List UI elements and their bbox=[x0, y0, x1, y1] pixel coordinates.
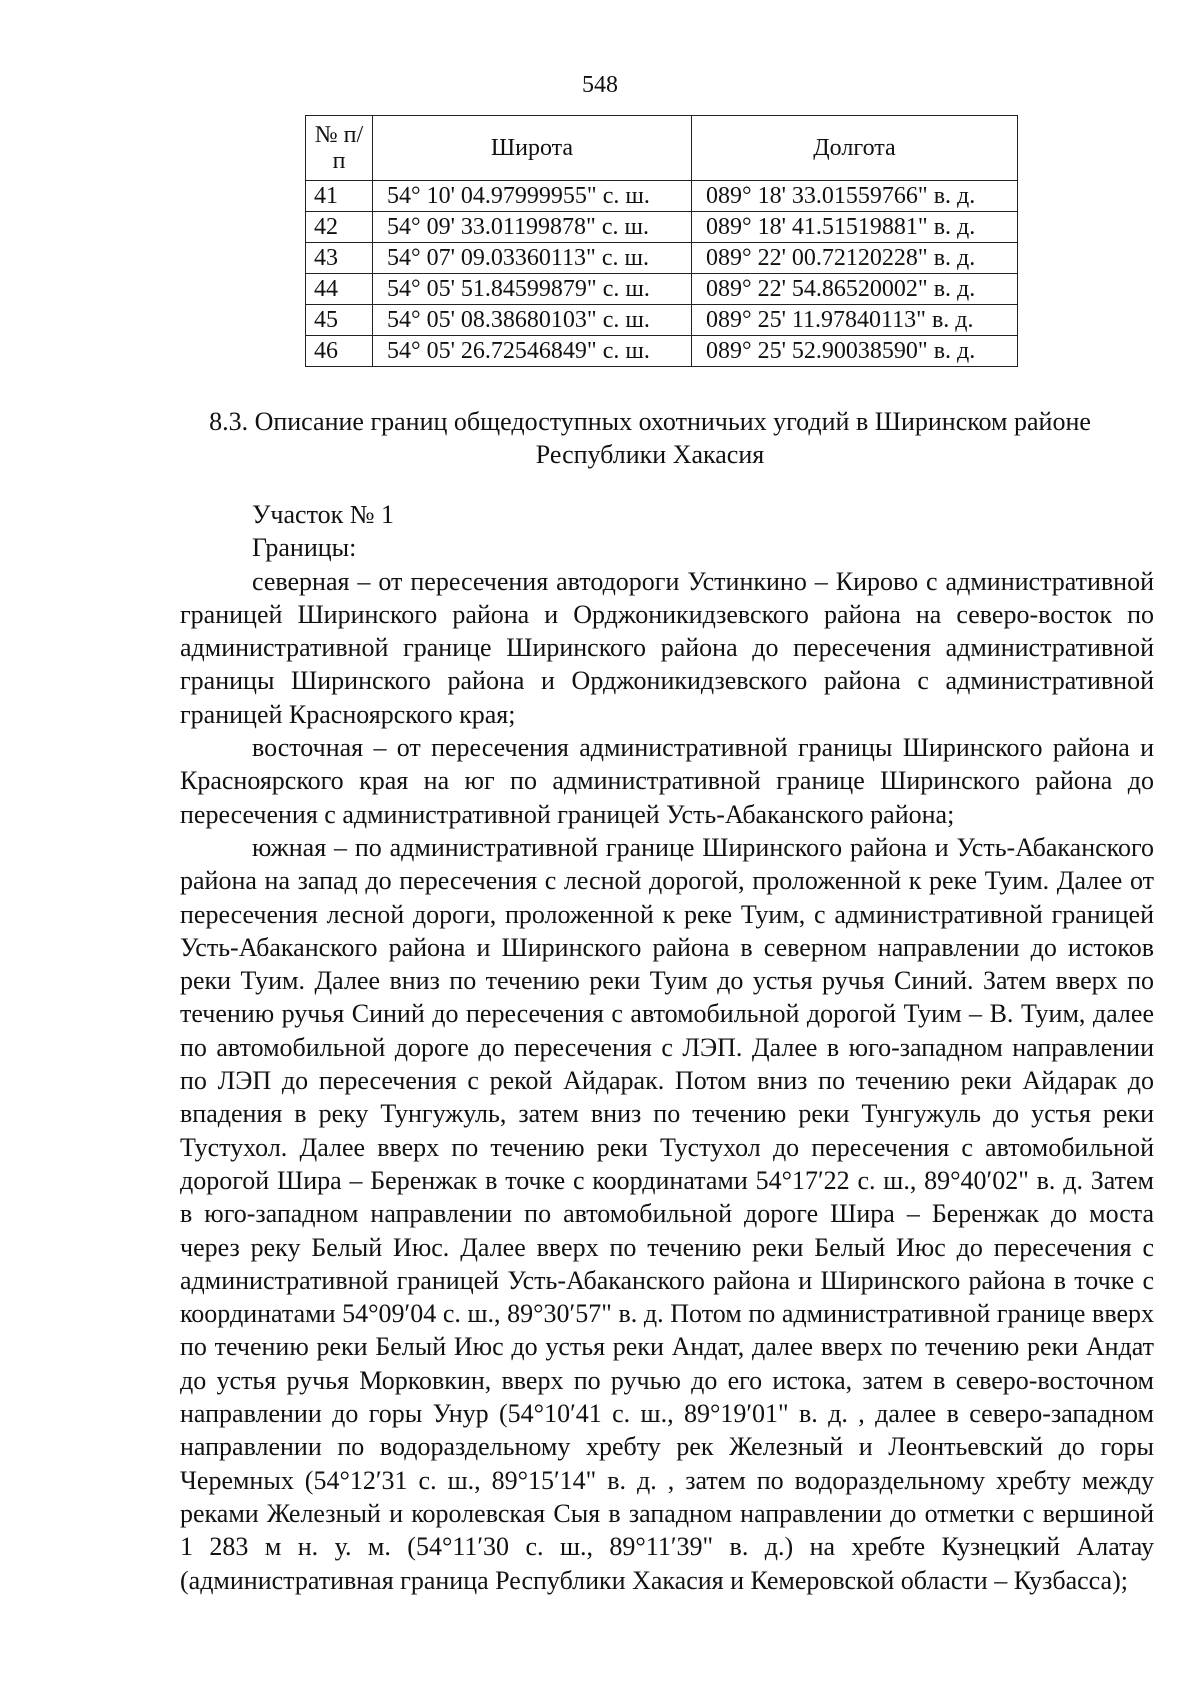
table-row bbox=[306, 181, 1018, 212]
header-num: № п/п bbox=[306, 116, 373, 181]
section-body bbox=[180, 498, 1154, 1597]
row-latitude: 54° 10' 04.97999955" с. ш. bbox=[373, 181, 692, 212]
row-longitude: 089° 22' 54.86520002" в. д. bbox=[692, 274, 1018, 305]
row-longitude: 089° 25' 52.90038590" в. д. bbox=[692, 336, 1018, 367]
row-longitude: 089° 18' 41.51519881" в. д. bbox=[692, 212, 1018, 243]
south-border-paragraph: южная – по административной границе Ширинского района и Усть-Абаканского района на запад до пересечения с лесной дорогой, проложенной к реке Туим. Далее от пересечения лесной дороги, проложенной к реке Туим, с административной границей Усть-Абаканского района и Ширинского района в северном направлении до истоков реки Туим. Далее вниз по течению реки Туим до устья ручья Синий. Затем вверх по течению ручья Синий до пересечения с автомобильной дорогой Туим – В. Туим, далее по автомобильной дороге до пересечения с ЛЭП. Далее в юго-западном направлении по ЛЭП до пересечения с рекой Айдарак. Потом вниз по течению реки Айдарак до впадения в реку Тунгужуль, затем вниз по течению реки Тунгужуль до устья реки Тустухол. Далее вверх по течению реки Тустухол до пересечения с автомобильной дорогой Шира – Беренжак в точке с координатами 54°17′22 с. ш., 89°40′02" в. д. Затем в юго-западном направлении по автомобильной дороге Шира – Беренжак до моста через реку Белый Июс. Далее вверх по течению реки Белый Июс до пересечения с административной границей Усть-Абаканского района и Ширинского района в точке с координатами 54°09′04 с. ш., 89°30′57" в. д. Потом по административной границе вверх по течению реки Белый Июс до устья реки Андат, далее вверх по течению реки Андат до устья ручья Морковкин, вверх по ручью до его истока, затем в северо-восточном направлении до горы Унур (54°10′41 с. ш., 89°19′01" в. д. , далее в северо-западном направлении по водораздельному хребту рек Железный и Леонтьевский до горы Черемных (54°12′31 с. ш., 89°15′14" в. д. , затем по водораздельному хребту между реками Железный и королевская Сыя в западном направлении до отметки с вершиной 1 283 м н. у. м. (54°11′30 с. ш., 89°11′39" в. д.) на хребте Кузнецкий Алатау (административная граница Республики Хакасия и Кемеровской области – Кузбасса); bbox=[180, 832, 1154, 1595]
row-num: 46 bbox=[306, 336, 373, 367]
row-num: 45 bbox=[306, 305, 373, 336]
table-row bbox=[306, 212, 1018, 243]
row-latitude: 54° 09' 33.01199878" с. ш. bbox=[373, 212, 692, 243]
row-latitude: 54° 05' 51.84599879" с. ш. bbox=[373, 274, 692, 305]
table-header-row bbox=[306, 116, 1018, 181]
header-longitude: Долгота bbox=[692, 116, 1018, 181]
table-row bbox=[306, 305, 1018, 336]
table-row bbox=[306, 336, 1018, 367]
row-num: 43 bbox=[306, 243, 373, 274]
east-border-paragraph: восточная – от пересечения административной границы Ширинского района и Красноярского края на юг по административной границе Ширинского района до пересечения с административной границей Усть-Абаканского района; bbox=[180, 733, 1154, 829]
table-row bbox=[306, 274, 1018, 305]
table-row bbox=[306, 243, 1018, 274]
coordinates-table bbox=[305, 115, 1018, 367]
row-longitude: 089° 25' 11.97840113" в. д. bbox=[692, 305, 1018, 336]
row-num: 42 bbox=[306, 212, 373, 243]
north-border-paragraph: северная – от пересечения автодороги Устинкино – Кирово с административной границей Ширинского района и Орджоникидзевского района на северо-восток по административной границе Ширинского района до пересечения административной границы Ширинского района и Орджоникидзевского района с административной границей Красноярского края; bbox=[180, 566, 1154, 729]
row-latitude: 54° 07' 09.03360113" с. ш. bbox=[373, 243, 692, 274]
row-longitude: 089° 18' 33.01559766" в. д. bbox=[692, 181, 1018, 212]
borders-label: Границы: bbox=[252, 533, 357, 563]
row-latitude: 54° 05' 08.38680103" с. ш. bbox=[373, 305, 692, 336]
row-num: 41 bbox=[306, 181, 373, 212]
header-latitude: Широта bbox=[373, 116, 692, 181]
row-longitude: 089° 22' 00.72120228" в. д. bbox=[692, 243, 1018, 274]
section-title: 8.3. Описание границ общедоступных охотничьих угодий в Ширинском районе Республики Хакасия bbox=[209, 407, 1091, 469]
plot-label: Участок № 1 bbox=[252, 500, 395, 529]
page-number: 548 bbox=[582, 72, 618, 98]
row-num: 44 bbox=[306, 274, 373, 305]
row-latitude: 54° 05' 26.72546849" с. ш. bbox=[373, 336, 692, 367]
